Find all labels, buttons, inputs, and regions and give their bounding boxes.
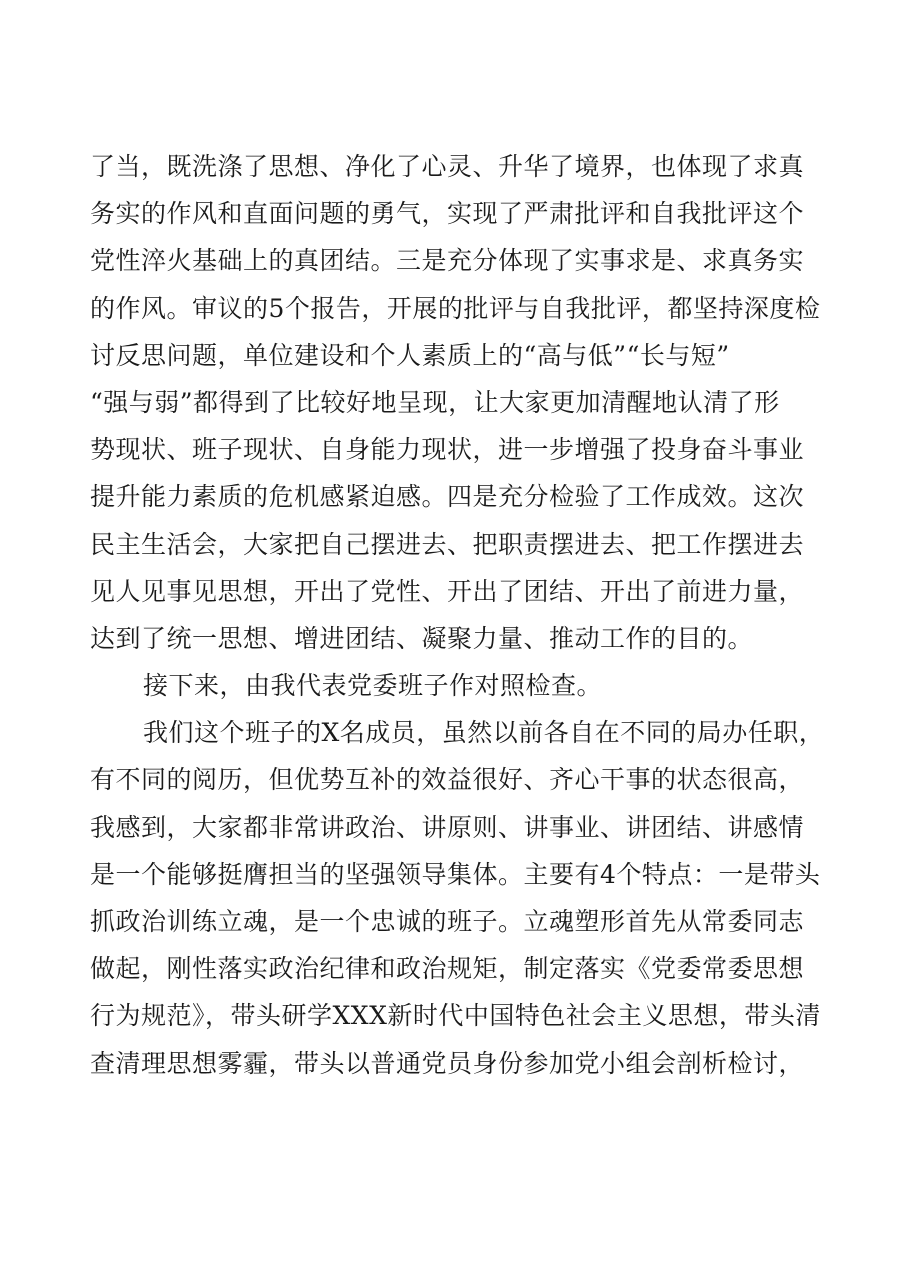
- paragraph-start-line: 接下来，由我代表党委班子作对照检查。: [143, 671, 603, 701]
- text-line: 见人见事见思想，开出了党性、开出了团结、开出了前进力量，: [90, 576, 805, 606]
- text-line: 做起，刚性落实政治纪律和政治规矩，制定落实《党委常委思想: [90, 954, 805, 984]
- text-line: 提升能力素质的危机感紧迫感。四是充分检验了工作成效。这次: [90, 482, 805, 512]
- document-body: [90, 143, 830, 1087]
- text-line: 民主生活会，大家把自己摆进去、把职责摆进去、把工作摆进去: [90, 529, 805, 559]
- text-line: 查清理思想雾霾，带头以普通党员身份参加党小组会剖析检讨，: [90, 1048, 805, 1078]
- text-line: 党性淬火基础上的真团结。三是充分体现了实事求是、求真务实: [90, 246, 805, 276]
- paragraph-start-line: 我们这个班子的X名成员，虽然以前各自在不同的局办任职，: [143, 718, 825, 748]
- text-line: 势现状、班子现状、自身能力现状，进一步增强了投身奋斗事业: [90, 435, 805, 465]
- text-line: “强与弱”都得到了比较好地呈现，让大家更加清醒地认清了形: [90, 387, 780, 417]
- text-line: 达到了统一思想、增进团结、凝聚力量、推动工作的目的。: [90, 623, 754, 653]
- text-line: 讨反思问题，单位建设和个人素质上的“高与低”“长与短”: [90, 340, 730, 370]
- text-line: 我感到，大家都非常讲政治、讲原则、讲事业、讲团结、讲感情: [90, 812, 805, 842]
- text-line: 务实的作风和直面问题的勇气，实现了严肃批评和自我批评这个: [90, 199, 805, 229]
- text-line: 的作风。审议的5个报告，开展的批评与自我批评，都坚持深度检: [90, 293, 821, 323]
- text-line: 行为规范》，带头研学XXX新时代中国特色社会主义思想，带头清: [90, 1001, 821, 1031]
- text-line: 抓政治训练立魂，是一个忠诚的班子。立魂塑形首先从常委同志: [90, 907, 805, 936]
- text-line: 了当，既洗涤了思想、净化了心灵、升华了境界，也体现了求真: [90, 152, 805, 181]
- text-line: 有不同的阅历，但优势互补的效益很好、齐心干事的状态很高，: [90, 765, 805, 795]
- text-line: 是一个能够挺膺担当的坚强领导集体。主要有4个特点：一是带头: [90, 859, 821, 889]
